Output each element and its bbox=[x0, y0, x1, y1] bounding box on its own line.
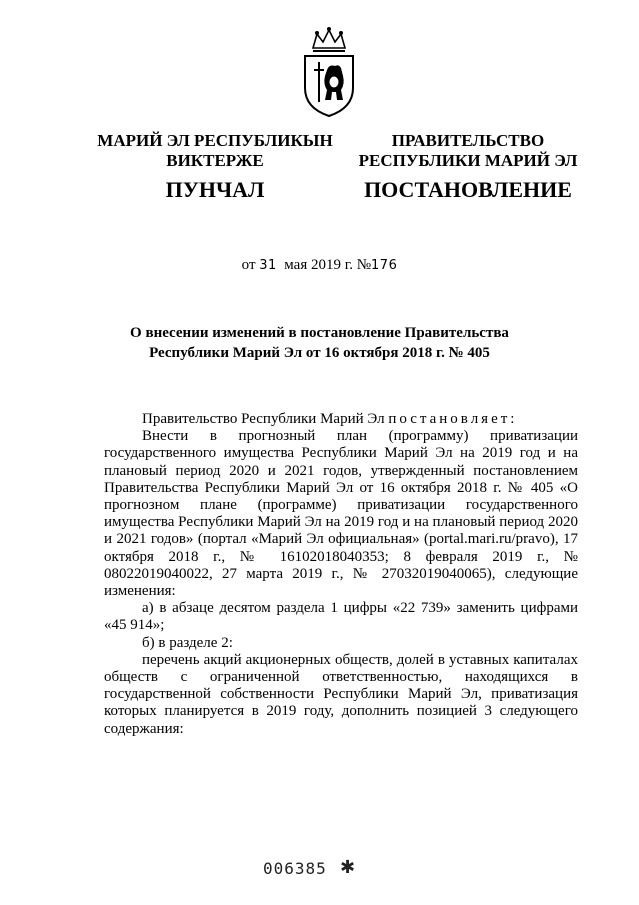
paragraph-main: Внести в прогнозный план (программу) приватизации государственного имущества Республики Марий Эл на 2019 год и на плановый период 2020 и 2021 годов, утвержденный постановлением Правительства Республики Марий Эл от 16 октября 2018 г. № 405 «О прогнозном плане (программе) приватизации государственного имущества Республики Марий Эл на 2019 год и на плановый период 2020 и 2021 годов» (портал «Марий Эл официальная» (portal.mari.ru/pravo), 17 октября 2018 г., № 16102018040353; 8 февраля 2019 г., № 08022019040022, 27 марта 2019 г., № 27032019040065), следующие изменения: bbox=[104, 428, 578, 600]
serial-number: 006385 bbox=[263, 859, 327, 878]
coat-of-arms-icon bbox=[299, 26, 359, 118]
header-right-line2: РЕСПУБЛИКИ МАРИЙ ЭЛ bbox=[358, 151, 578, 170]
date-day: 31 bbox=[259, 258, 277, 273]
document-number: 176 bbox=[371, 258, 398, 273]
document-title bbox=[60, 323, 579, 363]
paragraph-preamble bbox=[104, 411, 578, 428]
header-left-line2: ВИКТЕРЖЕ bbox=[166, 151, 264, 170]
header-left-block bbox=[95, 131, 335, 171]
date-month-year: мая 2019 г. bbox=[284, 257, 353, 273]
number-sign: № bbox=[356, 257, 372, 273]
header-left-line1: МАРИЙ ЭЛ РЕСПУБЛИКЫН bbox=[97, 131, 333, 150]
preamble-text: Правительство Республики Марий Эл bbox=[142, 411, 385, 427]
paragraph-list: перечень акций акционерных обществ, долей в уставных капиталах обществ с ограниченной ответственностью, находящихся в государственной собственности Республики Марий Эл, приватизация которых планируется в 2019 году, дополнить позицией 3 следующего содержания: bbox=[104, 651, 578, 737]
header-right-title: ПОСТАНОВЛЕНИЕ bbox=[364, 177, 572, 202]
title-line1: О внесении изменений в постановление Правительства bbox=[130, 325, 509, 341]
header-right-line1: ПРАВИТЕЛЬСТВО bbox=[391, 131, 545, 150]
date-line bbox=[0, 257, 639, 274]
serial-mark-icon: ✱ bbox=[340, 857, 356, 878]
header-left-title: ПУНЧАЛ bbox=[165, 177, 265, 202]
header-right-block bbox=[358, 131, 578, 171]
paragraph-item-a: а) в абзаце десятом раздела 1 цифры «22 739» заменить цифрами «45 914»; bbox=[104, 600, 578, 634]
document-body bbox=[104, 411, 578, 738]
title-line2: Республики Марий Эл от 16 октября 2018 г. № 405 bbox=[149, 345, 490, 361]
date-prefix: от bbox=[241, 257, 256, 273]
preamble-verb: постановляет: bbox=[388, 411, 518, 427]
paragraph-item-b: б) в разделе 2: bbox=[142, 634, 233, 651]
